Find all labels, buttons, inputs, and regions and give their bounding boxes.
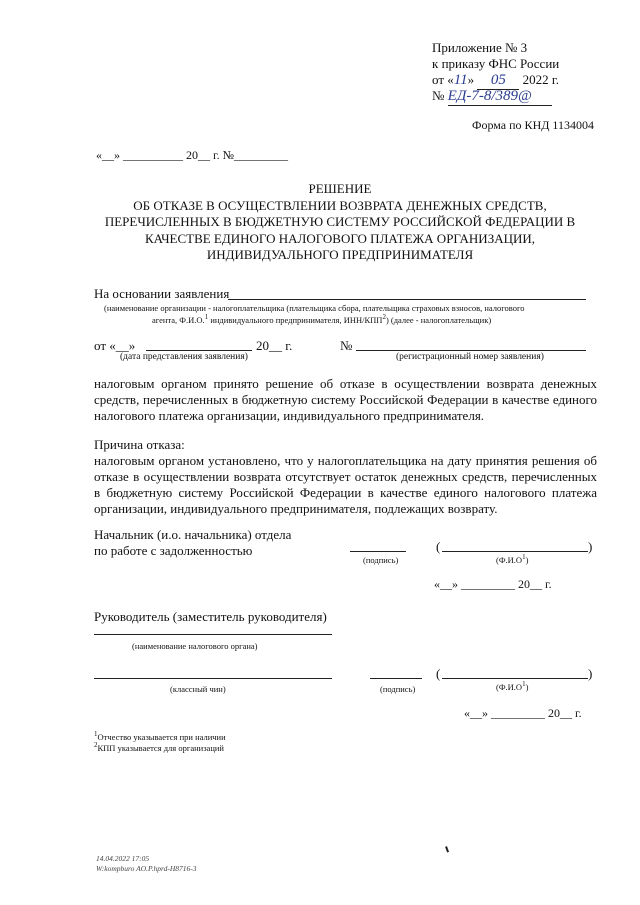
signer2-paren-close: ) bbox=[588, 666, 593, 681]
signer2-fio-line bbox=[442, 678, 588, 679]
order-date-month: 05 bbox=[477, 72, 519, 90]
footnote-2-text: КПП указывается для организаций bbox=[97, 743, 224, 753]
tax-authority-name-line bbox=[94, 634, 332, 635]
application-date-field-line bbox=[146, 350, 252, 351]
decision-text: налоговым органом принято решение об отказе в осуществлении возврата денежных средств, перечисленных в бюджетную систему Российской Федерации в качестве единого налогового платежа организации, индивидуального предпринимателя. bbox=[94, 376, 597, 423]
scan-mark bbox=[445, 845, 451, 852]
application-date-hint: (дата представления заявления) bbox=[120, 352, 248, 362]
basis-label: На основании заявления bbox=[94, 286, 230, 301]
signer2-paren-open: ( bbox=[436, 666, 441, 681]
registration-number-sign: № bbox=[340, 338, 353, 353]
signer1-title-line-1: Начальник (и.о. начальника) отдела bbox=[94, 527, 292, 542]
order-date-day: 11 bbox=[453, 72, 468, 88]
basis-hint-line-1: (наименование организации - налогоплательщика (плательщика сбора, плательщика страховых взносов, налогового bbox=[104, 303, 525, 313]
signer1-paren-open: ( bbox=[436, 539, 441, 554]
registration-number-field-line bbox=[356, 350, 586, 351]
signer2-signature-hint: (подпись) bbox=[380, 684, 416, 694]
order-date-prefix: от « bbox=[432, 72, 454, 87]
application-date-year: 20__ г. bbox=[256, 338, 293, 353]
signer1-signature-line bbox=[350, 551, 406, 552]
title-line-4: КАЧЕСТВЕ ЕДИНОГО НАЛОГОВОГО ПЛАТЕЖА ОРГАНИЗАЦИИ, bbox=[144, 230, 536, 246]
footnote-1-text: Отчество указывается при наличии bbox=[97, 732, 226, 742]
order-number bbox=[432, 88, 552, 106]
basis-hint-line-2 bbox=[152, 315, 491, 325]
signer2-date: «__» _________ 20__ г. bbox=[464, 706, 582, 720]
title-line-5: ИНДИВИДУАЛЬНОГО ПРЕДПРИНИМАТЕЛЯ bbox=[206, 247, 474, 262]
registration-number-hint: (регистрационный номер заявления) bbox=[396, 352, 544, 362]
signer1-paren-close: ) bbox=[588, 539, 593, 554]
appendix-label: Приложение № 3 bbox=[432, 40, 528, 55]
order-reference: к приказу ФНС России bbox=[432, 56, 560, 71]
stamp-line-2: W:kompburo AO.P.hprd-H8716-3 bbox=[96, 864, 197, 873]
title-line-2: ОБ ОТКАЗЕ В ОСУЩЕСТВЛЕНИИ ВОЗВРАТА ДЕНЕЖНЫХ СРЕДСТВ, bbox=[133, 197, 547, 213]
form-code: Форма по КНД 1134004 bbox=[472, 118, 594, 132]
signer2-title: Руководитель (заместитель руководителя) bbox=[94, 609, 327, 624]
registration-stamp bbox=[96, 854, 197, 874]
signer1-fio-hint-close: ) bbox=[525, 555, 529, 565]
footnote-ref-2: 2 bbox=[382, 313, 386, 322]
signer1-fio-hint bbox=[496, 555, 528, 565]
document-title bbox=[60, 181, 620, 264]
order-date-year: 2022 г. bbox=[522, 72, 560, 87]
basis-hint-2a: агента, Ф.И.О. bbox=[152, 315, 205, 325]
footnote-2 bbox=[94, 743, 224, 753]
reason-text: налоговым органом установлено, что у налогоплательщика на дату принятия решения об отказе в осуществлении возврата отсутствует остаток денежных средств, перечисленных в бюджетную систему Российской Федерации в качестве единого налогового платежа организации, индивидуального предпринимателя, подлежащих возврату. bbox=[94, 453, 597, 516]
signer1-date: «__» _________ 20__ г. bbox=[434, 577, 552, 591]
basis-hint-2c: ) (далее - налогоплательщик) bbox=[385, 315, 492, 325]
signer1-fio-line bbox=[442, 551, 588, 552]
signer2-fio-hint bbox=[496, 682, 528, 692]
signer2-fio-hint-close: ) bbox=[525, 682, 529, 692]
footnote-1-mark: 1 bbox=[94, 730, 98, 739]
taxpayer-name-field-line bbox=[228, 299, 586, 300]
basis-hint-2b: индивидуального предпринимателя, ИНН/КПП bbox=[208, 315, 383, 325]
application-date-from: от «__» bbox=[94, 338, 136, 353]
order-number-prefix: № bbox=[432, 88, 445, 103]
signer2-fio-sup: 1 bbox=[522, 680, 526, 689]
class-rank-hint: (классный чин) bbox=[170, 684, 226, 694]
signer1-fio-hint-text: (Ф.И.О bbox=[496, 555, 523, 565]
signer1-title-line-2: по работе с задолженностью bbox=[94, 543, 253, 558]
order-number-value: ЕД-7-8/389@ bbox=[448, 88, 552, 106]
title-line-1: РЕШЕНИЕ bbox=[308, 181, 372, 196]
order-date-mid: » bbox=[467, 72, 475, 87]
document-date-number-line: «__» __________ 20__ г. №_________ bbox=[96, 148, 289, 162]
signer2-signature-line bbox=[370, 678, 422, 679]
footnote-2-mark: 2 bbox=[94, 741, 98, 750]
footnote-ref-1: 1 bbox=[204, 313, 209, 322]
footnote-1 bbox=[94, 732, 226, 742]
reason-label: Причина отказа: bbox=[94, 437, 185, 452]
stamp-line-1: 14.04.2022 17:05 bbox=[96, 854, 150, 863]
tax-authority-name-hint: (наименование налогового органа) bbox=[132, 641, 258, 651]
title-line-3: ПЕРЕЧИСЛЕННЫХ В БЮДЖЕТНУЮ СИСТЕМУ РОССИЙСКОЙ ФЕДЕРАЦИИ В bbox=[104, 214, 576, 229]
signer1-fio-sup: 1 bbox=[522, 553, 526, 562]
signer1-signature-hint: (подпись) bbox=[363, 555, 399, 565]
class-rank-line bbox=[94, 678, 332, 679]
signer2-fio-hint-text: (Ф.И.О bbox=[496, 682, 523, 692]
